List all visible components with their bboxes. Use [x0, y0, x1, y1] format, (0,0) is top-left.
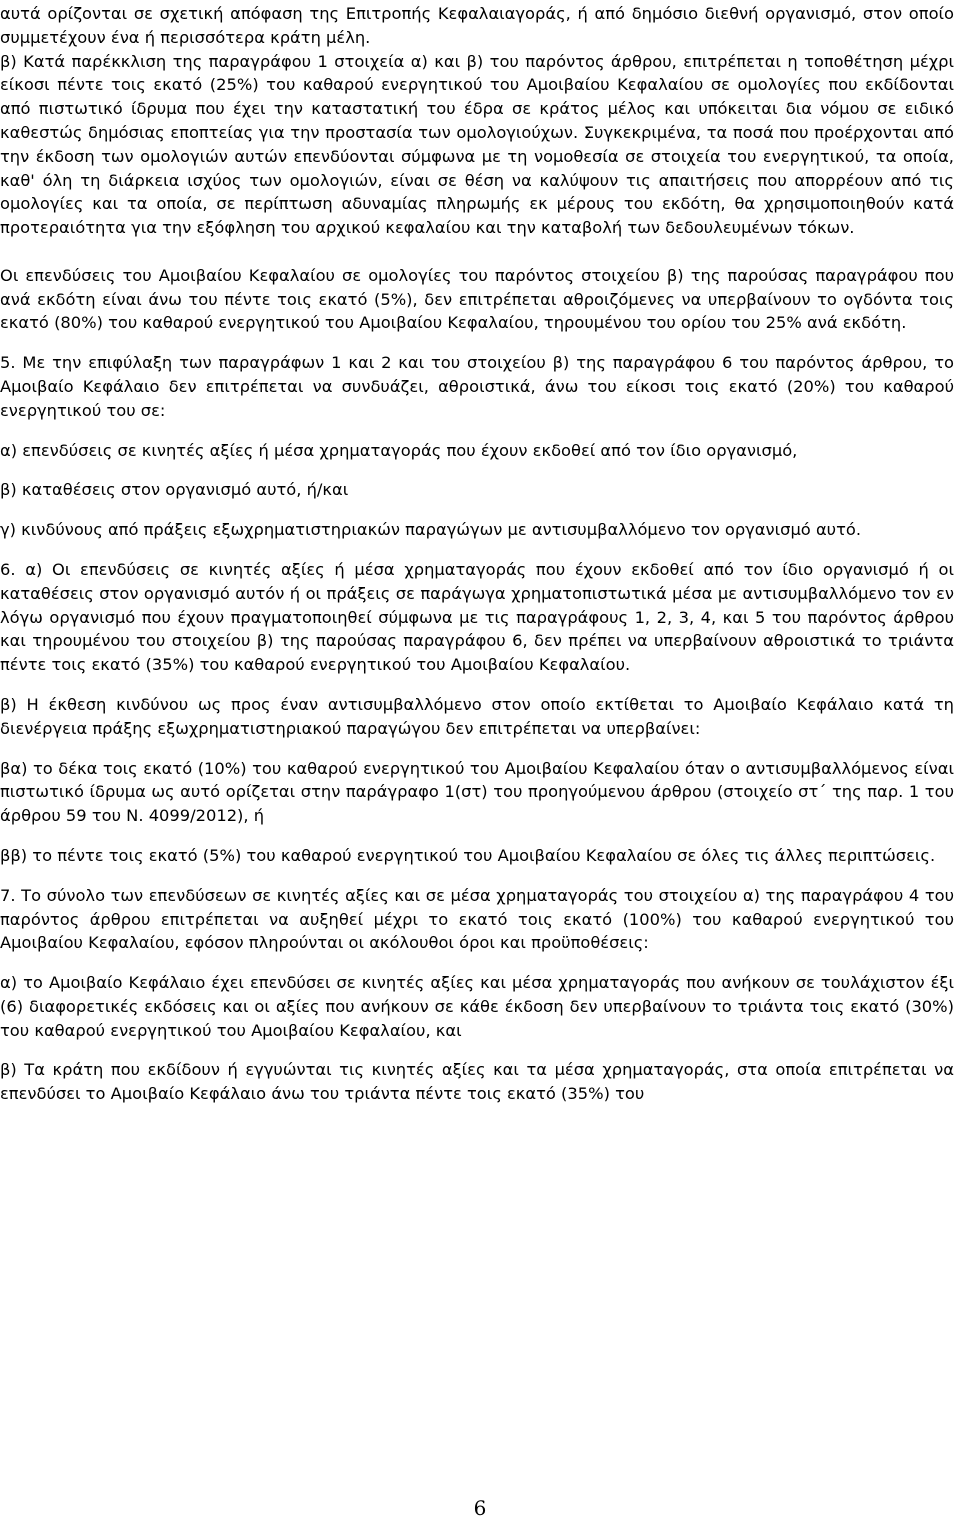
paragraph-5-item-c: γ) κινδύνους από πράξεις εξωχρηματιστηριακών παραγώγων με αντισυμβαλλόμενο τον οργανισμό αυτό. — [0, 520, 862, 540]
paragraph-bond-investments-limit: Οι επενδύσεις του Αμοιβαίου Κεφαλαίου σε ομολογίες του παρόντος στοιχείου β) της παρούσας παραγράφου που ανά εκδότη είναι άνω του πέντε τοις εκατό (5%), δεν επιτρέπεται αθροιζόμενες να υπερβαίνουν το ογδόντα τοις εκατό (80%) του καθαρού ενεργητικού του Αμοιβαίου Κεφαλαίου, τηρουμένου του ορίου του 25% ανά εκδότη. — [0, 265, 954, 333]
paragraph-5-item-a: α) επενδύσεις σε κινητές αξίες ή μέσα χρηματαγοράς που έχουν εκδοθεί από τον ίδιο οργανισμό, — [0, 440, 798, 460]
paragraph-6-b: β) Η έκθεση κινδύνου ως προς έναν αντισυμβαλλόμενο στον οποίο εκτίθεται το Αμοιβαίο Κεφάλαιο κατά τη διενέργεια πράξης εξωχρηματιστηριακού παραγώγου δεν επιτρέπεται να υπερβαίνει: — [0, 694, 954, 738]
paragraph-5-item-b: β) καταθέσεις στον οργανισμό αυτό, ή/και — [0, 480, 349, 500]
paragraph-6-bb: ββ) το πέντε τοις εκατό (5%) του καθαρού ενεργητικού του Αμοιβαίου Κεφαλαίου σε όλες τις άλλες περιπτώσεις. — [0, 845, 936, 865]
paragraph-6-a: 6. α) Οι επενδύσεις σε κινητές αξίες ή μέσα χρηματαγοράς που έχουν εκδοθεί από τον ίδιο οργανισμό ή οι καταθέσεις στον οργανισμό αυτόν ή οι πράξεις σε παράγωγα χρηματοπιστωτικά μέσα με αντισυμβαλλόμενο τον εν λόγω οργανισμό που έχουν πραγματοποιηθεί σύμφωνα με τις παραγράφους 1, 2, 3, 4, και 5 του παρόντος άρθρου και τηρουμένου του στοιχείου β) της παρούσας παραγράφου 6, δεν πρέπει να υπερβαίνουν αθροιστικά το τριάντα πέντε τοις εκατό (35%) του καθαρού ενεργητικού του Αμοιβαίου Κεφαλαίου. — [0, 559, 954, 675]
paragraph-b-derogation: β) Κατά παρέκκλιση της παραγράφου 1 στοιχεία α) και β) του παρόντος άρθρου, επιτρέπεται η τοποθέτηση μέχρι είκοσι πέντε τοις εκατό (25%) του καθαρού ενεργητικού του Αμοιβαίου Κεφαλαίου σε ομολογίες που εκδίδονται από πιστωτικό ίδρυμα που έχει την καταστατική του έδρα σε κράτος μέλος και υπόκειται δια νόμου σε ειδικό καθεστώς δημόσιας εποπτείας για την προστασία των ομολογιούχων. Συγκεκριμένα, τα ποσά που προέρχονται από την έκδοση των ομολογιών αυτών επενδύονται σύμφωνα με τη νομοθεσία σε στοιχεία του ενεργητικού, τα οποία, καθ' όλη τη διάρκεια ισχύος των ομολογιών, είναι σε θέση να καλύψουν τις απαιτήσεις που απορρέουν από τις ομολογίες και τα οποία, σε περίπτωση αδυναμίας πληρωμής εκ μέρους του εκδότη, θα χρησιμοποιηθούν κατά προτεραιότητα για την εξόφληση του αρχικού κεφαλαίου και την καταβολή των δεδουλευμένων τόκων. — [0, 51, 954, 238]
paragraph-intro-continuation: αυτά ορίζονται σε σχετική απόφαση της Επιτροπής Κεφαλαιαγοράς, ή από δημόσιο διεθνή οργανισμό, στον οποίο συμμετέχουν ένα ή περισσότερα κράτη μέλη. — [0, 4, 954, 47]
paragraph-6-ba: βα) το δέκα τοις εκατό (10%) του καθαρού ενεργητικού του Αμοιβαίου Κεφαλαίου όταν ο αντισυμβαλλόμενος είναι πιστωτικό ίδρυμα ως αυτό ορίζεται στην παράγραφο 1(στ) του προηγούμενου άρθρου (στοιχείο στ΄ της παρ. 1 του άρθρου 59 του Ν. 4099/2012), ή — [0, 758, 954, 826]
paragraph-7-item-b: β) Τα κράτη που εκδίδουν ή εγγυώνται τις κινητές αξίες και τα μέσα χρηματαγοράς, στα οποία επιτρέπεται να επενδύσει το Αμοιβαίο Κεφάλαιο άνω του τριάντα πέντε τοις εκατό (35%) του — [0, 1060, 954, 1104]
page-number: 6 — [473, 1496, 487, 1520]
paragraph-7: 7. Το σύνολο των επενδύσεων σε κινητές αξίες και σε μέσα χρηματαγοράς του στοιχείου α) της παραγράφου 4 του παρόντος άρθρου επιτρέπεται να αυξηθεί μέχρι το εκατό τοις εκατό (100%) του καθαρού ενεργητικού του Αμοιβαίου Κεφαλαίου, εφόσον πληρούνται οι ακόλουθοι όροι και προϋποθέσεις: — [0, 885, 954, 953]
document-body — [0, 2, 954, 1106]
paragraph-5: 5. Με την επιφύλαξη των παραγράφων 1 και 2 και του στοιχείου β) της παραγράφου 6 του παρόντος άρθρου, το Αμοιβαίο Κεφάλαιο δεν επιτρέπεται να συνδυάζει, αθροιστικά, άνω του είκοσι τοις εκατό (20%) του καθαρού ενεργητικού του σε: — [0, 353, 954, 420]
paragraph-7-item-a: α) το Αμοιβαίο Κεφάλαιο έχει επενδύσει σε κινητές αξίες και μέσα χρηματαγοράς που ανήκουν σε τουλάχιστον έξι (6) διαφορετικές εκδόσεις και οι αξίες που ανήκουν σε κάθε έκδοση δεν υπερβαίνουν το τριάντα τοις εκατό (30%) του καθαρού ενεργητικού του Αμοιβαίου Κεφαλαίου, και — [0, 973, 954, 1040]
